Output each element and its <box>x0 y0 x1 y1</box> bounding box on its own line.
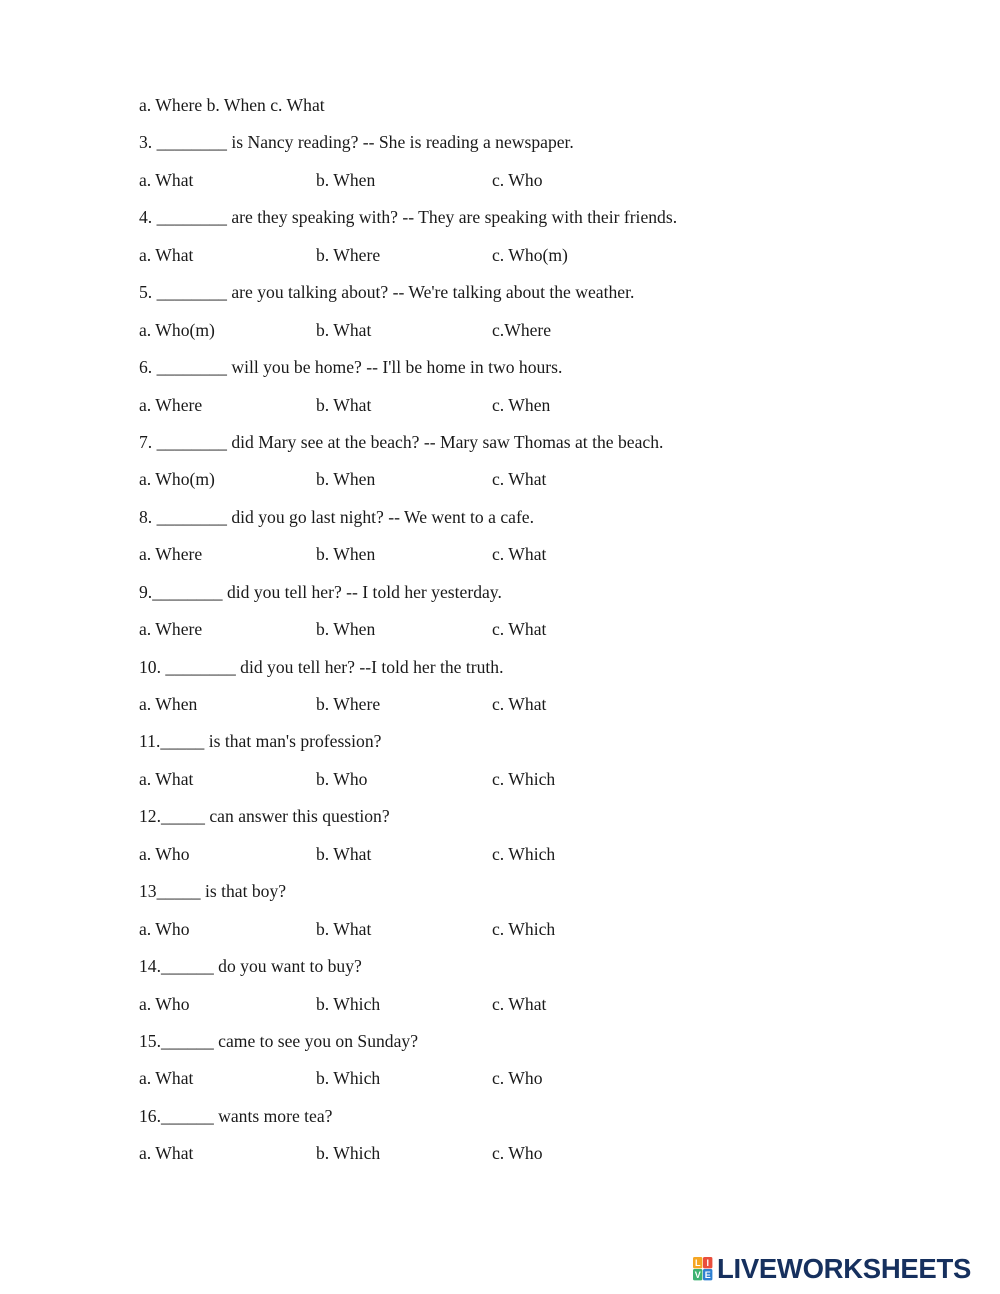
answer-options <box>139 766 959 803</box>
answer-options <box>139 242 959 279</box>
question-text: 9.________ did you tell her? -- I told her yesterday. <box>139 581 502 602</box>
answer-option[interactable]: a. Who <box>139 918 190 939</box>
answer-option[interactable]: a. What <box>139 768 194 789</box>
logo-letter: V <box>694 1270 701 1280</box>
answer-option[interactable]: b. When <box>316 469 376 490</box>
question-text: 14.______ do you want to buy? <box>139 956 362 977</box>
answer-option[interactable]: c. Which <box>492 843 556 864</box>
answer-option[interactable]: c. What <box>492 619 547 640</box>
answer-options <box>139 616 959 653</box>
answer-option[interactable]: b. Which <box>316 1068 381 1089</box>
brand-name: LIVEWORKSHEETS <box>717 1253 972 1284</box>
answer-option[interactable]: a. Where <box>139 544 203 565</box>
worksheet <box>139 92 959 1178</box>
answer-option[interactable]: c. Who <box>492 1068 543 1089</box>
answer-option[interactable]: c. What <box>492 469 547 490</box>
answer-option[interactable]: c. What <box>492 694 547 714</box>
answer-option[interactable]: b. When <box>316 619 376 640</box>
answer-option[interactable]: b. Which <box>316 993 381 1014</box>
answer-options <box>139 1140 959 1177</box>
answer-option[interactable]: b. What <box>316 918 372 939</box>
question-text: 15.______ came to see you on Sunday? <box>139 1030 419 1051</box>
answer-option[interactable]: b. When <box>316 169 376 190</box>
answer-option[interactable]: c. Who <box>492 1143 543 1164</box>
question-text: 10. ________ did you tell her? --I told her the truth. <box>139 656 504 677</box>
answer-option[interactable]: b. Who <box>316 768 368 789</box>
answer-option[interactable]: a. Who <box>139 843 190 864</box>
answer-options <box>139 167 959 204</box>
answer-option[interactable]: a. When <box>139 694 198 714</box>
intro-options: a. Where b. When c. What <box>139 95 325 115</box>
answer-options <box>139 541 959 578</box>
answer-option[interactable]: c. When <box>492 394 551 415</box>
liveworksheets-logo-mark-icon <box>693 1257 713 1281</box>
answer-options <box>139 392 959 429</box>
question-text: 11._____ is that man's profession? <box>139 731 382 752</box>
answer-option[interactable]: c. What <box>492 544 547 565</box>
answer-options <box>139 466 959 503</box>
answer-option[interactable]: c. Which <box>492 918 556 939</box>
answer-option[interactable]: a. Who(m) <box>139 469 215 490</box>
answer-option[interactable]: b. Which <box>316 1143 381 1164</box>
answer-option[interactable]: c. Which <box>492 768 556 789</box>
question-text: 8. ________ did you go last night? -- We went to a cafe. <box>139 506 535 527</box>
answer-option[interactable]: c. Who(m) <box>492 244 568 265</box>
answer-option[interactable]: a. Who(m) <box>139 319 215 340</box>
answer-option[interactable]: a. What <box>139 1068 194 1089</box>
answer-option[interactable]: b. What <box>316 394 372 415</box>
answer-option[interactable]: a. What <box>139 1143 194 1164</box>
question-text: 3. ________ is Nancy reading? -- She is reading a newspaper. <box>139 132 574 153</box>
question-text: 5. ________ are you talking about? -- We're talking about the weather. <box>139 282 635 303</box>
answer-option[interactable]: a. What <box>139 244 194 265</box>
answer-option[interactable]: a. Where <box>139 619 203 640</box>
answer-options <box>139 317 959 354</box>
question-text: 16.______ wants more tea? <box>139 1105 333 1126</box>
answer-options <box>139 841 959 878</box>
answer-options <box>139 1065 959 1102</box>
answer-option[interactable]: c.Where <box>492 319 552 340</box>
logo-letter: I <box>706 1258 709 1268</box>
answer-option[interactable]: a. What <box>139 169 194 190</box>
liveworksheets-logo[interactable] <box>693 1254 971 1284</box>
answer-option[interactable]: b. What <box>316 319 372 340</box>
question-text: 4. ________ are they speaking with? -- They are speaking with their friends. <box>139 207 678 228</box>
answer-option[interactable]: b. Where <box>316 244 381 265</box>
question-list <box>139 129 959 1177</box>
question-text: 7. ________ did Mary see at the beach? -- Mary saw Thomas at the beach. <box>139 431 664 452</box>
answer-options <box>139 691 959 728</box>
logo-letter: E <box>704 1270 711 1280</box>
answer-option[interactable]: c. Who <box>492 169 543 190</box>
question-text: 13_____ is that boy? <box>139 881 287 902</box>
question-text: 12._____ can answer this question? <box>139 806 390 827</box>
logo-letter: L <box>694 1258 701 1268</box>
answer-option[interactable]: b. What <box>316 843 372 864</box>
answer-option[interactable]: c. What <box>492 993 547 1014</box>
answer-option[interactable]: a. Who <box>139 993 190 1014</box>
answer-option[interactable]: b. When <box>316 544 376 565</box>
answer-options <box>139 991 959 1028</box>
answer-option[interactable]: a. Where <box>139 394 203 415</box>
answer-options <box>139 916 959 953</box>
question-text: 6. ________ will you be home? -- I'll be home in two hours. <box>139 357 563 378</box>
answer-option[interactable]: b. Where <box>316 694 381 714</box>
